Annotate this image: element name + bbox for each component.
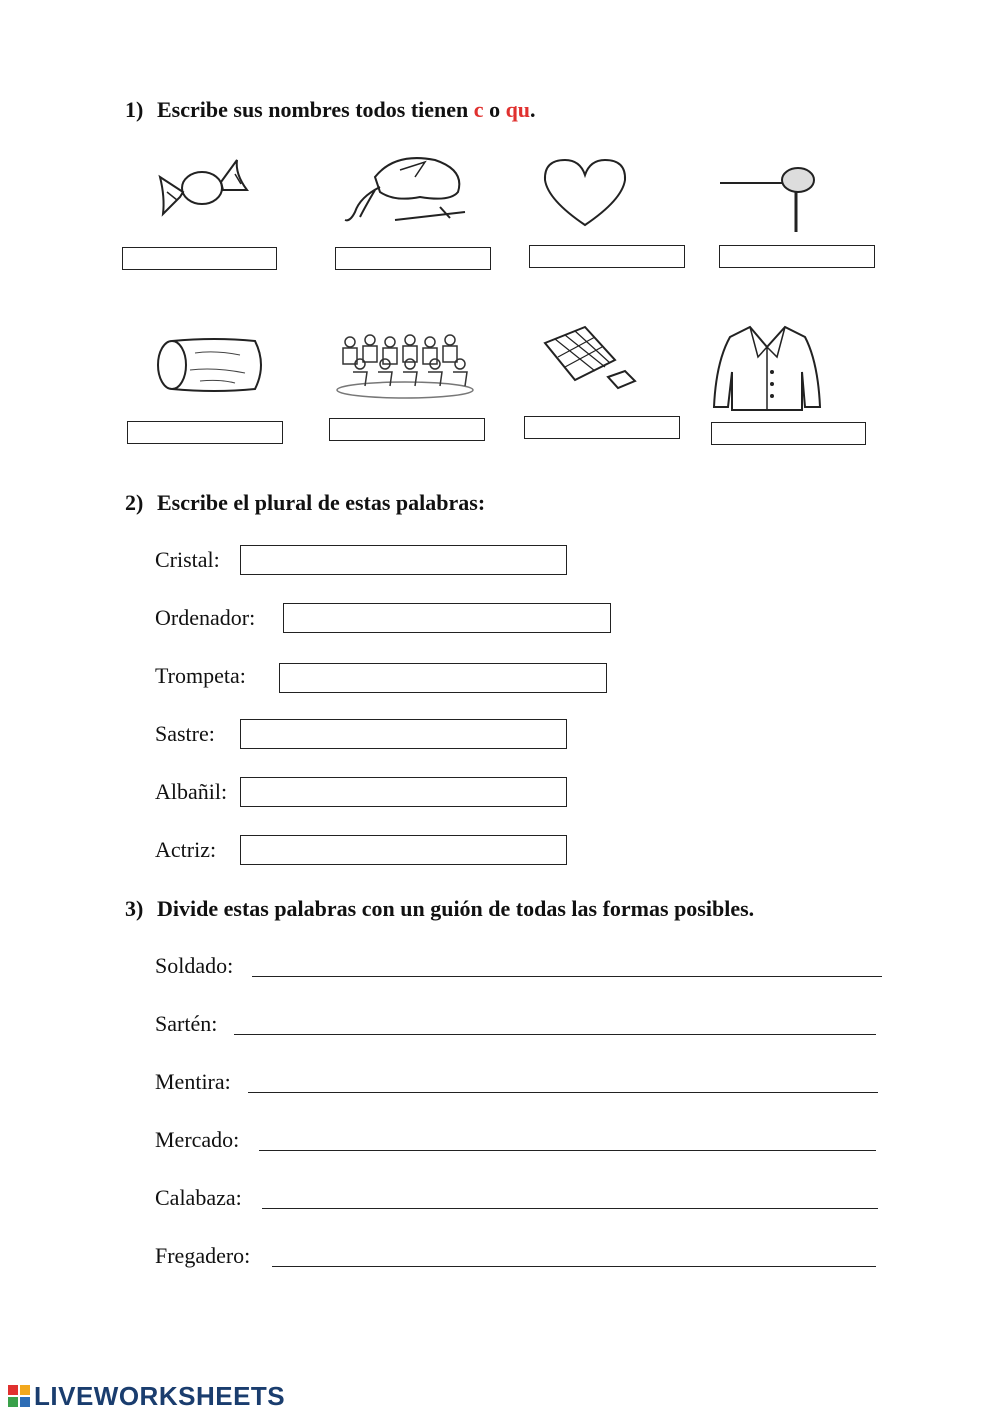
divide-label-fregadero: Fregadero: [155,1243,251,1268]
answer-box-7[interactable] [524,416,680,439]
divide-label-soldado: Soldado: [155,953,234,978]
answer-box-2[interactable] [335,247,491,270]
heart-icon [540,155,630,230]
section1-end: . [530,97,536,122]
section2-heading [125,490,485,516]
divide-label-sarten: Sartén: [155,1011,218,1036]
plural-input-trompeta[interactable] [279,663,607,693]
section2-title: Escribe el plural de estas palabras: [157,490,486,515]
section3-title: Divide estas palabras con un guión de todas las formas posibles. [157,896,755,921]
divide-line-fregadero[interactable] [272,1266,876,1267]
plural-input-sastre[interactable] [240,719,567,749]
plural-label-sastre: Sastre: [155,721,215,746]
jacket-icon [710,322,825,412]
divide-line-sarten[interactable] [234,1034,876,1035]
letter-c: c [473,97,484,122]
section3-heading [125,896,754,922]
plural-label-trompeta: Trompeta: [155,663,246,688]
section1-heading [125,97,536,123]
answer-box-4[interactable] [719,245,875,268]
divide-label-mentira: Mentira: [155,1069,231,1094]
team-icon [335,328,475,400]
plural-input-ordenador[interactable] [283,603,611,633]
log-icon [155,335,270,395]
divide-label-mercado: Mercado: [155,1127,240,1152]
answer-box-5[interactable] [127,421,283,444]
liveworksheets-logo-icon [8,1385,30,1407]
section1-number: 1) [125,97,144,122]
divide-label-calabaza: Calabaza: [155,1185,242,1210]
plural-label-albanil: Albañil: [155,779,228,804]
lollipop-icon [720,160,820,235]
section2-number: 2) [125,490,144,515]
liveworksheets-brand: LIVEWORKSHEETS [34,1381,286,1411]
divide-line-mentira[interactable] [248,1092,878,1093]
plural-label-actriz: Actriz: [155,837,217,862]
chocolate-icon [540,325,640,395]
divide-line-calabaza[interactable] [262,1208,878,1209]
answer-box-8[interactable] [711,422,866,445]
candy-icon [155,152,250,224]
section3-number: 3) [125,896,144,921]
letter-qu: qu [505,97,531,122]
answer-box-3[interactable] [529,245,685,268]
girl-wig-icon [340,152,470,227]
plural-input-actriz[interactable] [240,835,567,865]
section1-text: Escribe sus nombres todos tienen [157,97,474,122]
answer-box-1[interactable] [122,247,277,270]
connector-o: o [483,97,506,122]
plural-input-albanil[interactable] [240,777,567,807]
plural-input-cristal[interactable] [240,545,567,575]
answer-box-6[interactable] [329,418,485,441]
plural-label-cristal: Cristal: [155,547,220,572]
plural-label-ordenador: Ordenador: [155,605,256,630]
divide-line-soldado[interactable] [252,976,882,977]
divide-line-mercado[interactable] [259,1150,876,1151]
